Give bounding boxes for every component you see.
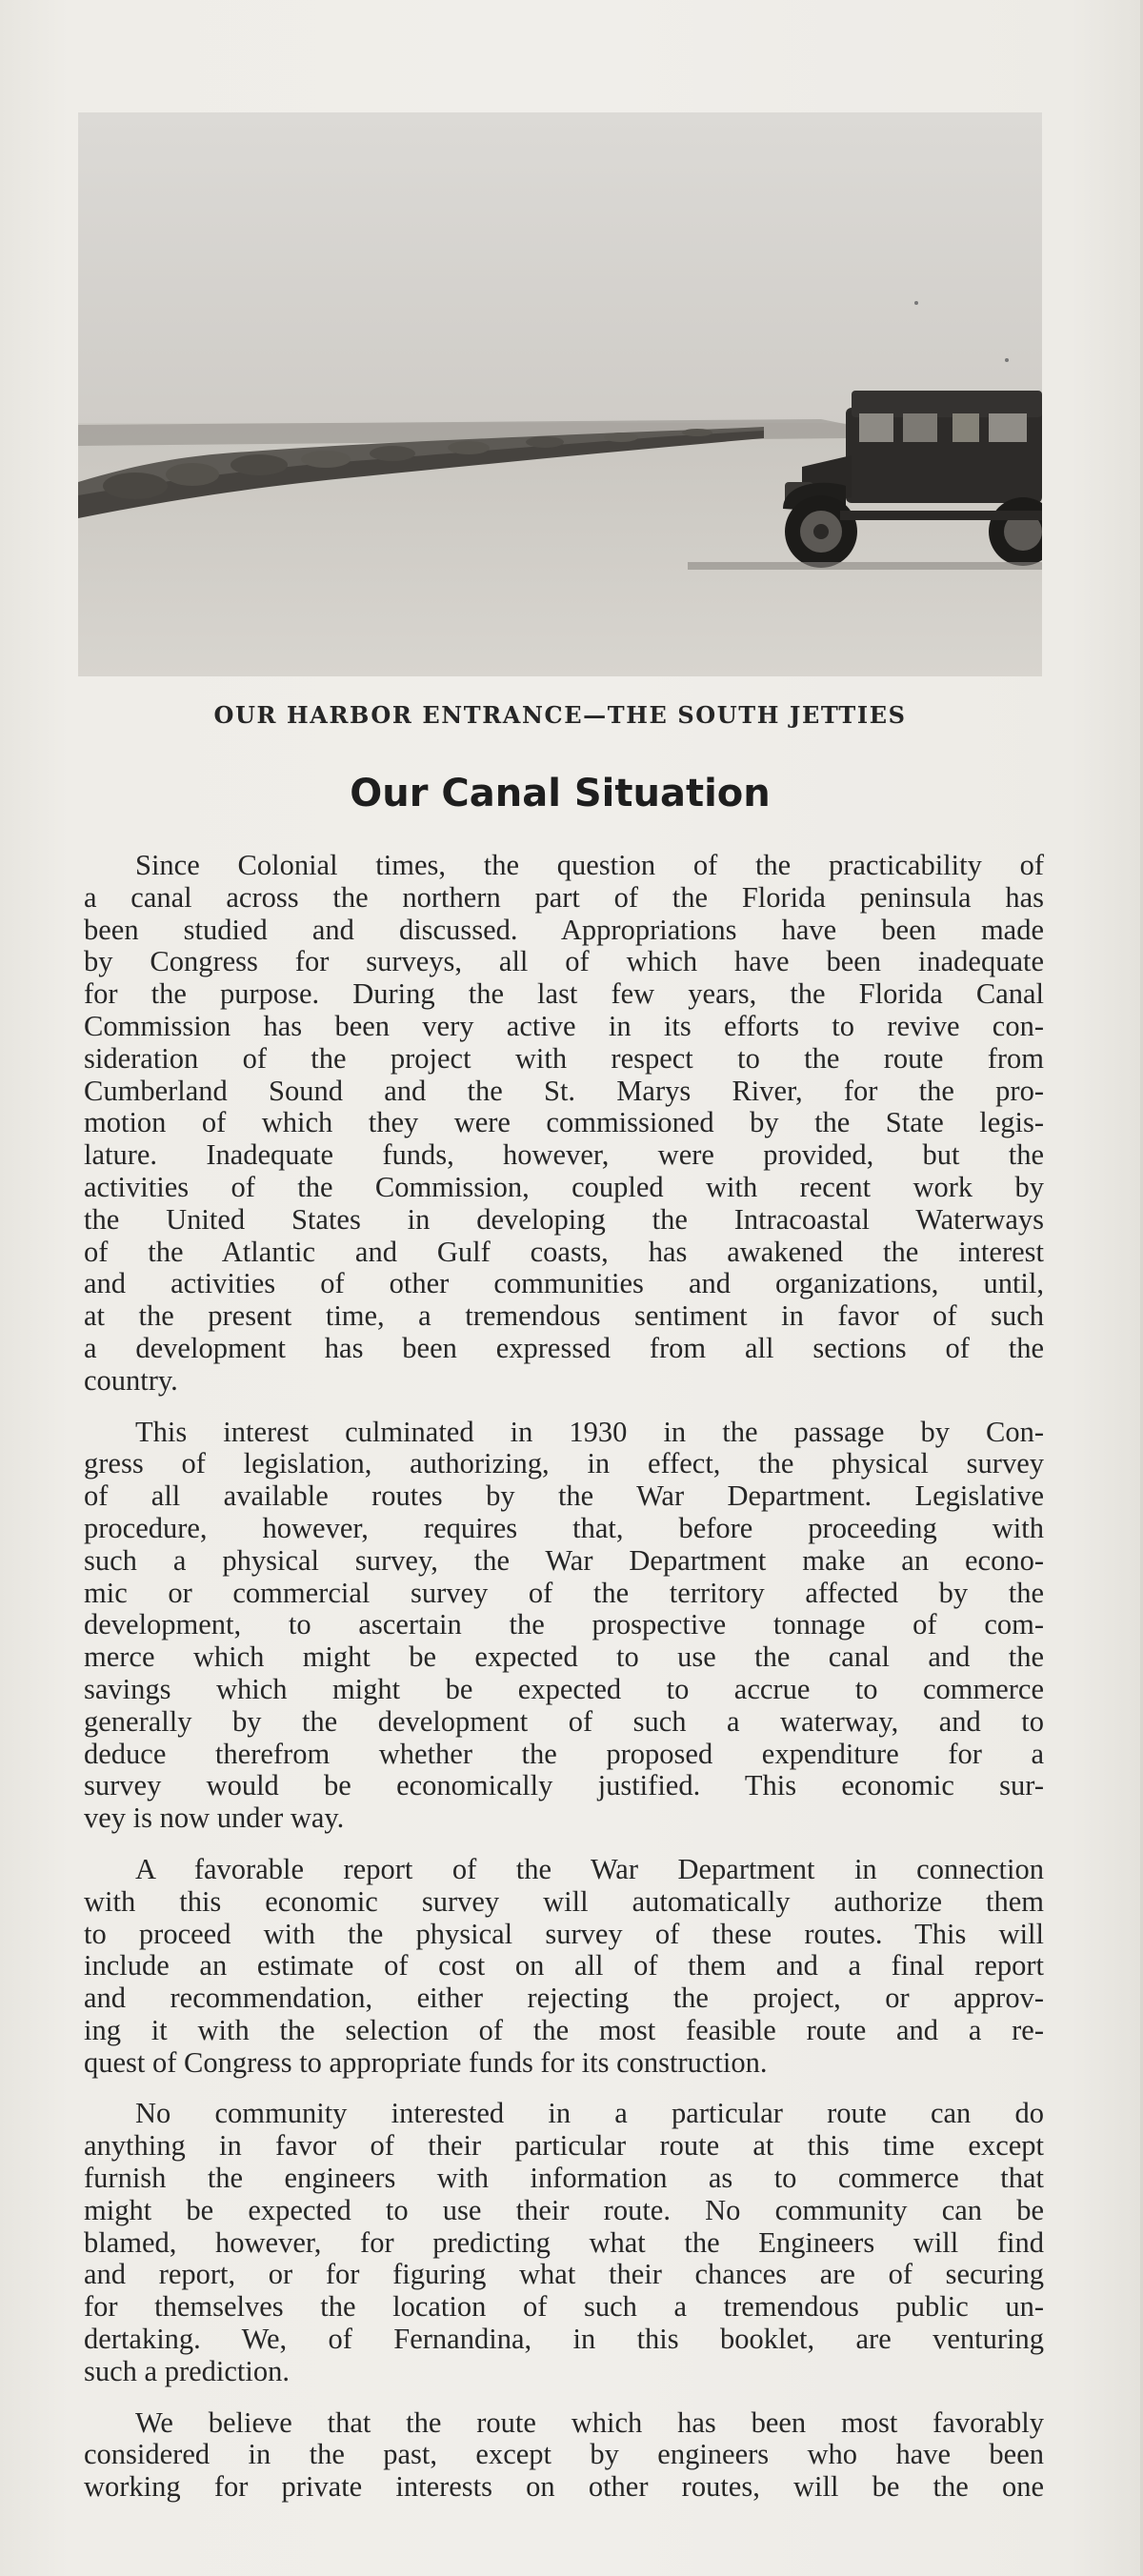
text-line: and recommendation, either rejecting the project, or approv- [84,1982,1044,2015]
paragraph [84,850,1044,1398]
text-line: of the Atlantic and Gulf coasts, has awakened the interest [84,1235,1044,1268]
paragraph [84,2098,1044,2387]
text-line: with this economic survey will automatically authorize them [84,1884,1044,1918]
text-line: country. [84,1363,178,1397]
paragraph [84,2407,1044,2504]
text-line: to proceed with the physical survey of these routes. This will [84,1917,1044,1950]
text-line: and activities of other communities and organizations, until, [84,1267,1044,1300]
text-line: vey is now under way. [84,1801,345,1835]
text-line: procedure, however, requires that, before proceeding with [84,1511,1044,1544]
article-body [84,850,1044,2523]
text-line: Commission has been very active in its efforts to revive con- [84,1009,1044,1042]
text-line: working for private interests on other routes, will be the one [84,2470,1044,2504]
harbor-jetty-illustration [78,112,1042,676]
text-line: A favorable report of the War Department in connection [135,1852,1044,1885]
text-line: activities of the Commission, coupled with recent work by [84,1170,1044,1203]
text-line: savings which might be expected to accrue to commerce [84,1672,1044,1705]
text-line: development, to ascertain the prospective tonnage of com- [84,1608,1044,1641]
text-line: motion of which they were commissioned by the State legis- [84,1106,1044,1139]
text-line: been studied and discussed. Appropriations have been made [84,913,1044,946]
text-line: for the purpose. During the last few years, the Florida Canal [84,977,1044,1011]
text-line: anything in favor of their particular route at this time except [84,2129,1044,2163]
text-line: might be expected to use their route. No community can be [84,2193,1044,2226]
text-line: a development has been expressed from all sections of the [84,1331,1044,1364]
text-line: such a physical survey, the War Department make an econo- [84,1543,1044,1577]
paragraph [84,1854,1044,2080]
text-line: Cumberland Sound and the St. Marys River, for the pro- [84,1074,1044,1107]
text-line: considered in the past, except by engineers who have been [84,2438,1044,2471]
photo-caption: OUR HARBOR ENTRANCE—THE SOUTH JETTIES [213,701,907,729]
text-line: No community interested in a particular route can do [135,2097,1044,2130]
text-line: Since Colonial times, the question of the practicability of [135,849,1044,881]
text-line: blamed, however, for predicting what the Engineers will find [84,2225,1044,2259]
text-line: a canal across the northern part of the Florida peninsula has [84,880,1044,914]
text-line: mic or commercial survey of the territory affected by the [84,1576,1044,1609]
harbor-jetty-photo [78,112,1042,676]
text-line: survey would be economically justified. This economic sur- [84,1769,1044,1802]
text-line: generally by the development of such a waterway, and to [84,1704,1044,1738]
text-line: dertaking. We, of Fernandina, in this booklet, are venturing [84,2323,1044,2356]
section-heading: Our Canal Situation [350,772,771,815]
text-line: We believe that the route which has been most favorably [135,2405,1044,2439]
text-line: merce which might be expected to use the canal and the [84,1640,1044,1674]
text-line: furnish the engineers with information as to commerce that [84,2162,1044,2195]
text-line: This interest culminated in 1930 in the passage by Con- [135,1415,1044,1448]
text-line: lature. Inadequate funds, however, were provided, but the [84,1138,1044,1172]
text-line: by Congress for surveys, all of which have been inadequate [84,945,1044,978]
text-line: such a prediction. [84,2354,290,2387]
text-line: of all available routes by the War Department. Legislative [84,1479,1044,1513]
paragraph [84,1417,1044,1835]
text-line: for themselves the location of such a tremendous public un- [84,2290,1044,2324]
text-line: at the present time, a tremendous sentiment in favor of such [84,1299,1044,1333]
text-line: gress of legislation, authorizing, in effect, the physical survey [84,1447,1044,1480]
text-line: the United States in developing the Intracoastal Waterways [84,1202,1044,1236]
text-line: deduce therefrom whether the proposed expenditure for a [84,1737,1044,1770]
text-line: ing it with the selection of the most feasible route and a re- [84,2013,1044,2046]
text-line: include an estimate of cost on all of them and a final report [84,1949,1044,1982]
text-line: sideration of the project with respect to the route from [84,1041,1044,1075]
text-line: quest of Congress to appropriate funds for its construction. [84,2045,768,2079]
text-line: and report, or for figuring what their chances are of securing [84,2258,1044,2291]
